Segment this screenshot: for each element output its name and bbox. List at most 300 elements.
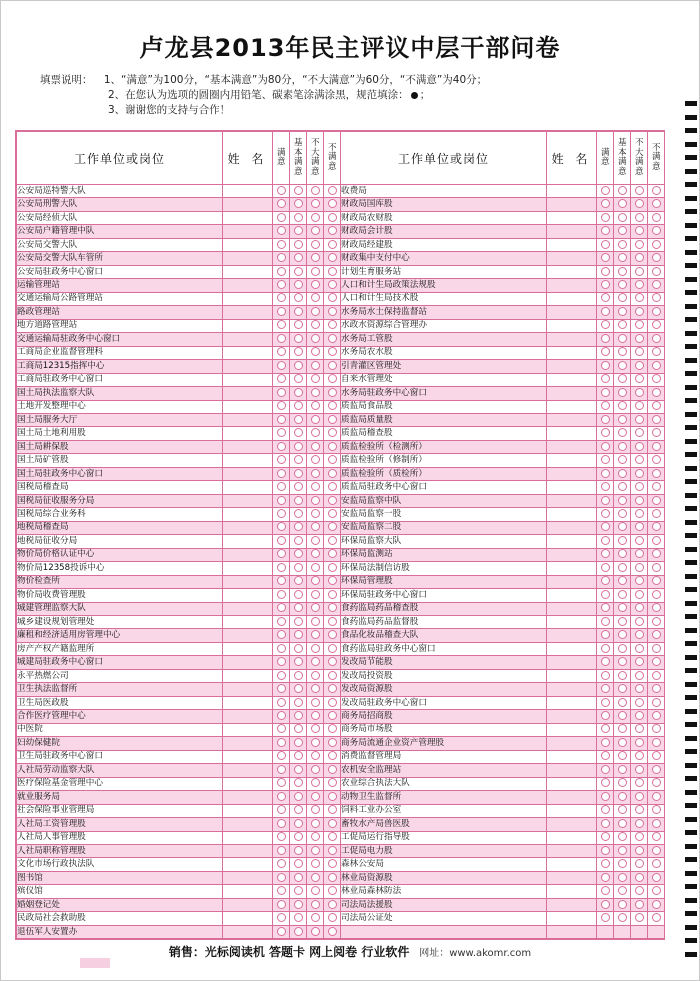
name-field-right[interactable]	[547, 535, 597, 548]
rating-bubble-basically-satisfied[interactable]	[618, 900, 627, 909]
rating-bubble-dissatisfied[interactable]	[328, 873, 337, 882]
rating-bubble-satisfied[interactable]	[277, 320, 286, 329]
name-field-left[interactable]	[223, 494, 273, 507]
rating-bubble-basically-satisfied[interactable]	[618, 563, 627, 572]
rating-bubble-basically-satisfied[interactable]	[294, 886, 303, 895]
rating-bubble-not-very-satisfied[interactable]	[635, 293, 644, 302]
rating-bubble-dissatisfied[interactable]	[652, 832, 661, 841]
name-field-right[interactable]	[547, 252, 597, 265]
rating-bubble-basically-satisfied[interactable]	[294, 563, 303, 572]
rating-bubble-dissatisfied[interactable]	[328, 253, 337, 262]
rating-bubble-satisfied[interactable]	[601, 617, 610, 626]
rating-bubble-dissatisfied[interactable]	[652, 576, 661, 585]
name-field-right[interactable]	[547, 467, 597, 480]
name-field-left[interactable]	[223, 562, 273, 575]
rating-bubble-dissatisfied[interactable]	[652, 603, 661, 612]
rating-bubble-not-very-satisfied[interactable]	[635, 469, 644, 478]
rating-bubble-dissatisfied[interactable]	[652, 724, 661, 733]
rating-bubble-dissatisfied[interactable]	[652, 199, 661, 208]
rating-bubble-basically-satisfied[interactable]	[618, 374, 627, 383]
rating-bubble-dissatisfied[interactable]	[652, 711, 661, 720]
rating-bubble-not-very-satisfied[interactable]	[311, 213, 320, 222]
rating-bubble-not-very-satisfied[interactable]	[311, 873, 320, 882]
rating-bubble-dissatisfied[interactable]	[652, 792, 661, 801]
rating-bubble-dissatisfied[interactable]	[328, 226, 337, 235]
rating-bubble-basically-satisfied[interactable]	[618, 536, 627, 545]
rating-bubble-satisfied[interactable]	[277, 388, 286, 397]
name-field-right[interactable]	[547, 292, 597, 305]
rating-bubble-dissatisfied[interactable]	[652, 186, 661, 195]
name-field-left[interactable]	[223, 642, 273, 655]
rating-bubble-basically-satisfied[interactable]	[294, 199, 303, 208]
rating-bubble-satisfied[interactable]	[277, 496, 286, 505]
rating-bubble-satisfied[interactable]	[601, 603, 610, 612]
rating-bubble-basically-satisfied[interactable]	[294, 698, 303, 707]
name-field-right[interactable]	[547, 373, 597, 386]
rating-bubble-basically-satisfied[interactable]	[294, 765, 303, 774]
rating-bubble-satisfied[interactable]	[601, 428, 610, 437]
name-field-right[interactable]	[547, 185, 597, 198]
rating-bubble-basically-satisfied[interactable]	[618, 913, 627, 922]
rating-bubble-not-very-satisfied[interactable]	[311, 886, 320, 895]
rating-bubble-not-very-satisfied[interactable]	[311, 442, 320, 451]
name-field-left[interactable]	[223, 683, 273, 696]
rating-bubble-not-very-satisfied[interactable]	[635, 657, 644, 666]
rating-bubble-basically-satisfied[interactable]	[618, 644, 627, 653]
rating-bubble-basically-satisfied[interactable]	[294, 846, 303, 855]
rating-bubble-not-very-satisfied[interactable]	[635, 886, 644, 895]
rating-bubble-dissatisfied[interactable]	[328, 293, 337, 302]
rating-bubble-basically-satisfied[interactable]	[294, 361, 303, 370]
rating-bubble-satisfied[interactable]	[277, 226, 286, 235]
rating-bubble-dissatisfied[interactable]	[652, 469, 661, 478]
name-field-right[interactable]	[547, 427, 597, 440]
rating-bubble-satisfied[interactable]	[277, 455, 286, 464]
name-field-right[interactable]	[547, 858, 597, 871]
rating-bubble-dissatisfied[interactable]	[652, 226, 661, 235]
name-field-right[interactable]	[547, 548, 597, 561]
rating-bubble-not-very-satisfied[interactable]	[311, 859, 320, 868]
rating-bubble-satisfied[interactable]	[601, 913, 610, 922]
rating-bubble-basically-satisfied[interactable]	[294, 415, 303, 424]
rating-bubble-not-very-satisfied[interactable]	[635, 792, 644, 801]
rating-bubble-dissatisfied[interactable]	[328, 913, 337, 922]
name-field-left[interactable]	[223, 737, 273, 750]
rating-bubble-satisfied[interactable]	[601, 590, 610, 599]
rating-bubble-basically-satisfied[interactable]	[618, 778, 627, 787]
name-field-right[interactable]	[547, 602, 597, 615]
rating-bubble-basically-satisfied[interactable]	[618, 347, 627, 356]
rating-bubble-dissatisfied[interactable]	[652, 293, 661, 302]
rating-bubble-dissatisfied[interactable]	[652, 617, 661, 626]
name-field-left[interactable]	[223, 548, 273, 561]
rating-bubble-not-very-satisfied[interactable]	[311, 334, 320, 343]
name-field-left[interactable]	[223, 804, 273, 817]
rating-bubble-dissatisfied[interactable]	[328, 307, 337, 316]
name-field-right[interactable]	[547, 265, 597, 278]
rating-bubble-satisfied[interactable]	[601, 320, 610, 329]
rating-bubble-basically-satisfied[interactable]	[294, 307, 303, 316]
rating-bubble-dissatisfied[interactable]	[652, 267, 661, 276]
rating-bubble-satisfied[interactable]	[277, 563, 286, 572]
rating-bubble-basically-satisfied[interactable]	[294, 455, 303, 464]
rating-bubble-dissatisfied[interactable]	[328, 496, 337, 505]
name-field-right[interactable]	[547, 804, 597, 817]
name-field-left[interactable]	[223, 400, 273, 413]
rating-bubble-not-very-satisfied[interactable]	[311, 832, 320, 841]
name-field-left[interactable]	[223, 319, 273, 332]
rating-bubble-satisfied[interactable]	[277, 751, 286, 760]
name-field-right[interactable]	[547, 225, 597, 238]
rating-bubble-not-very-satisfied[interactable]	[635, 401, 644, 410]
name-field-left[interactable]	[223, 818, 273, 831]
rating-bubble-dissatisfied[interactable]	[652, 442, 661, 451]
rating-bubble-basically-satisfied[interactable]	[294, 482, 303, 491]
rating-bubble-dissatisfied[interactable]	[652, 873, 661, 882]
name-field-left[interactable]	[223, 723, 273, 736]
name-field-left[interactable]	[223, 427, 273, 440]
rating-bubble-basically-satisfied[interactable]	[618, 832, 627, 841]
name-field-right[interactable]	[547, 198, 597, 211]
rating-bubble-satisfied[interactable]	[277, 724, 286, 733]
rating-bubble-satisfied[interactable]	[601, 415, 610, 424]
rating-bubble-satisfied[interactable]	[601, 630, 610, 639]
name-field-right[interactable]	[547, 387, 597, 400]
rating-bubble-satisfied[interactable]	[601, 657, 610, 666]
rating-bubble-dissatisfied[interactable]	[328, 859, 337, 868]
rating-bubble-satisfied[interactable]	[277, 738, 286, 747]
rating-bubble-not-very-satisfied[interactable]	[311, 482, 320, 491]
rating-bubble-basically-satisfied[interactable]	[294, 549, 303, 558]
name-field-right[interactable]	[547, 279, 597, 292]
rating-bubble-dissatisfied[interactable]	[328, 671, 337, 680]
name-field-right[interactable]	[547, 898, 597, 911]
name-field-left[interactable]	[223, 696, 273, 709]
rating-bubble-dissatisfied[interactable]	[652, 630, 661, 639]
name-field-right[interactable]	[547, 844, 597, 857]
rating-bubble-basically-satisfied[interactable]	[618, 280, 627, 289]
rating-bubble-satisfied[interactable]	[277, 213, 286, 222]
name-field-right[interactable]	[547, 791, 597, 804]
name-field-right[interactable]	[547, 589, 597, 602]
name-field-left[interactable]	[223, 898, 273, 911]
rating-bubble-basically-satisfied[interactable]	[618, 805, 627, 814]
rating-bubble-not-very-satisfied[interactable]	[635, 698, 644, 707]
rating-bubble-basically-satisfied[interactable]	[294, 778, 303, 787]
rating-bubble-dissatisfied[interactable]	[652, 644, 661, 653]
name-field-left[interactable]	[223, 306, 273, 319]
name-field-right[interactable]	[547, 818, 597, 831]
rating-bubble-basically-satisfied[interactable]	[618, 213, 627, 222]
rating-bubble-not-very-satisfied[interactable]	[311, 724, 320, 733]
rating-bubble-satisfied[interactable]	[601, 347, 610, 356]
rating-bubble-dissatisfied[interactable]	[328, 549, 337, 558]
rating-bubble-dissatisfied[interactable]	[652, 334, 661, 343]
name-field-right[interactable]	[547, 656, 597, 669]
rating-bubble-basically-satisfied[interactable]	[294, 630, 303, 639]
rating-bubble-not-very-satisfied[interactable]	[311, 617, 320, 626]
rating-bubble-not-very-satisfied[interactable]	[311, 792, 320, 801]
rating-bubble-satisfied[interactable]	[277, 469, 286, 478]
rating-bubble-not-very-satisfied[interactable]	[635, 307, 644, 316]
rating-bubble-not-very-satisfied[interactable]	[311, 698, 320, 707]
name-field-left[interactable]	[223, 333, 273, 346]
rating-bubble-basically-satisfied[interactable]	[294, 509, 303, 518]
name-field-left[interactable]	[223, 454, 273, 467]
rating-bubble-satisfied[interactable]	[277, 617, 286, 626]
rating-bubble-dissatisfied[interactable]	[328, 267, 337, 276]
rating-bubble-dissatisfied[interactable]	[652, 428, 661, 437]
rating-bubble-satisfied[interactable]	[277, 415, 286, 424]
rating-bubble-dissatisfied[interactable]	[652, 361, 661, 370]
name-field-right[interactable]	[547, 400, 597, 413]
rating-bubble-dissatisfied[interactable]	[652, 819, 661, 828]
rating-bubble-not-very-satisfied[interactable]	[635, 267, 644, 276]
rating-bubble-not-very-satisfied[interactable]	[311, 711, 320, 720]
rating-bubble-not-very-satisfied[interactable]	[311, 320, 320, 329]
rating-bubble-dissatisfied[interactable]	[652, 590, 661, 599]
name-field-right[interactable]	[547, 831, 597, 844]
rating-bubble-not-very-satisfied[interactable]	[635, 253, 644, 262]
rating-bubble-not-very-satisfied[interactable]	[635, 859, 644, 868]
rating-bubble-not-very-satisfied[interactable]	[635, 522, 644, 531]
rating-bubble-basically-satisfied[interactable]	[294, 644, 303, 653]
rating-bubble-basically-satisfied[interactable]	[618, 657, 627, 666]
rating-bubble-basically-satisfied[interactable]	[618, 886, 627, 895]
name-field-left[interactable]	[223, 602, 273, 615]
rating-bubble-not-very-satisfied[interactable]	[311, 765, 320, 774]
rating-bubble-satisfied[interactable]	[277, 846, 286, 855]
rating-bubble-satisfied[interactable]	[601, 900, 610, 909]
rating-bubble-dissatisfied[interactable]	[328, 576, 337, 585]
name-field-left[interactable]	[223, 413, 273, 426]
rating-bubble-not-very-satisfied[interactable]	[635, 496, 644, 505]
rating-bubble-basically-satisfied[interactable]	[294, 927, 303, 936]
name-field-left[interactable]	[223, 279, 273, 292]
rating-bubble-basically-satisfied[interactable]	[618, 509, 627, 518]
rating-bubble-not-very-satisfied[interactable]	[311, 576, 320, 585]
rating-bubble-dissatisfied[interactable]	[652, 388, 661, 397]
rating-bubble-not-very-satisfied[interactable]	[635, 819, 644, 828]
rating-bubble-dissatisfied[interactable]	[652, 320, 661, 329]
rating-bubble-not-very-satisfied[interactable]	[635, 590, 644, 599]
rating-bubble-not-very-satisfied[interactable]	[311, 549, 320, 558]
rating-bubble-not-very-satisfied[interactable]	[635, 442, 644, 451]
name-field-left[interactable]	[223, 791, 273, 804]
rating-bubble-satisfied[interactable]	[277, 698, 286, 707]
name-field-left[interactable]	[223, 467, 273, 480]
name-field-left[interactable]	[223, 346, 273, 359]
rating-bubble-dissatisfied[interactable]	[652, 253, 661, 262]
rating-bubble-basically-satisfied[interactable]	[294, 684, 303, 693]
rating-bubble-basically-satisfied[interactable]	[618, 603, 627, 612]
rating-bubble-dissatisfied[interactable]	[328, 388, 337, 397]
rating-bubble-basically-satisfied[interactable]	[294, 226, 303, 235]
rating-bubble-dissatisfied[interactable]	[328, 684, 337, 693]
rating-bubble-basically-satisfied[interactable]	[294, 900, 303, 909]
name-field-left[interactable]	[223, 575, 273, 588]
rating-bubble-satisfied[interactable]	[601, 576, 610, 585]
rating-bubble-not-very-satisfied[interactable]	[635, 186, 644, 195]
rating-bubble-dissatisfied[interactable]	[328, 846, 337, 855]
rating-bubble-not-very-satisfied[interactable]	[635, 644, 644, 653]
rating-bubble-satisfied[interactable]	[601, 724, 610, 733]
rating-bubble-dissatisfied[interactable]	[328, 792, 337, 801]
rating-bubble-basically-satisfied[interactable]	[618, 253, 627, 262]
rating-bubble-satisfied[interactable]	[601, 684, 610, 693]
name-field-left[interactable]	[223, 508, 273, 521]
rating-bubble-basically-satisfied[interactable]	[294, 280, 303, 289]
rating-bubble-dissatisfied[interactable]	[652, 657, 661, 666]
rating-bubble-basically-satisfied[interactable]	[294, 657, 303, 666]
rating-bubble-dissatisfied[interactable]	[652, 671, 661, 680]
rating-bubble-not-very-satisfied[interactable]	[635, 671, 644, 680]
rating-bubble-not-very-satisfied[interactable]	[311, 536, 320, 545]
rating-bubble-dissatisfied[interactable]	[652, 415, 661, 424]
rating-bubble-basically-satisfied[interactable]	[294, 401, 303, 410]
rating-bubble-not-very-satisfied[interactable]	[635, 711, 644, 720]
rating-bubble-satisfied[interactable]	[601, 388, 610, 397]
rating-bubble-basically-satisfied[interactable]	[294, 469, 303, 478]
rating-bubble-satisfied[interactable]	[601, 886, 610, 895]
rating-bubble-dissatisfied[interactable]	[652, 859, 661, 868]
rating-bubble-dissatisfied[interactable]	[328, 455, 337, 464]
rating-bubble-not-very-satisfied[interactable]	[311, 280, 320, 289]
rating-bubble-not-very-satisfied[interactable]	[311, 630, 320, 639]
name-field-left[interactable]	[223, 885, 273, 898]
rating-bubble-not-very-satisfied[interactable]	[311, 374, 320, 383]
name-field-right[interactable]	[547, 306, 597, 319]
rating-bubble-dissatisfied[interactable]	[328, 657, 337, 666]
rating-bubble-basically-satisfied[interactable]	[618, 819, 627, 828]
name-field-right[interactable]	[547, 885, 597, 898]
rating-bubble-satisfied[interactable]	[601, 711, 610, 720]
rating-bubble-dissatisfied[interactable]	[652, 455, 661, 464]
rating-bubble-not-very-satisfied[interactable]	[635, 805, 644, 814]
rating-bubble-satisfied[interactable]	[277, 428, 286, 437]
rating-bubble-dissatisfied[interactable]	[328, 590, 337, 599]
rating-bubble-not-very-satisfied[interactable]	[635, 374, 644, 383]
name-field-left[interactable]	[223, 616, 273, 629]
rating-bubble-not-very-satisfied[interactable]	[311, 900, 320, 909]
rating-bubble-dissatisfied[interactable]	[652, 900, 661, 909]
rating-bubble-basically-satisfied[interactable]	[294, 576, 303, 585]
rating-bubble-not-very-satisfied[interactable]	[311, 428, 320, 437]
rating-bubble-dissatisfied[interactable]	[328, 563, 337, 572]
rating-bubble-not-very-satisfied[interactable]	[635, 832, 644, 841]
name-field-left[interactable]	[223, 669, 273, 682]
rating-bubble-not-very-satisfied[interactable]	[311, 307, 320, 316]
rating-bubble-dissatisfied[interactable]	[652, 563, 661, 572]
name-field-left[interactable]	[223, 481, 273, 494]
rating-bubble-satisfied[interactable]	[277, 711, 286, 720]
rating-bubble-basically-satisfied[interactable]	[618, 307, 627, 316]
rating-bubble-not-very-satisfied[interactable]	[635, 428, 644, 437]
name-field-right[interactable]	[547, 871, 597, 884]
rating-bubble-basically-satisfied[interactable]	[618, 199, 627, 208]
rating-bubble-satisfied[interactable]	[277, 805, 286, 814]
rating-bubble-dissatisfied[interactable]	[328, 603, 337, 612]
rating-bubble-not-very-satisfied[interactable]	[311, 927, 320, 936]
rating-bubble-basically-satisfied[interactable]	[618, 320, 627, 329]
rating-bubble-basically-satisfied[interactable]	[294, 388, 303, 397]
rating-bubble-dissatisfied[interactable]	[652, 374, 661, 383]
rating-bubble-dissatisfied[interactable]	[328, 724, 337, 733]
rating-bubble-satisfied[interactable]	[601, 482, 610, 491]
rating-bubble-dissatisfied[interactable]	[328, 334, 337, 343]
rating-bubble-dissatisfied[interactable]	[652, 522, 661, 531]
name-field-left[interactable]	[223, 912, 273, 925]
rating-bubble-dissatisfied[interactable]	[328, 819, 337, 828]
rating-bubble-basically-satisfied[interactable]	[294, 792, 303, 801]
rating-bubble-not-very-satisfied[interactable]	[311, 199, 320, 208]
rating-bubble-basically-satisfied[interactable]	[294, 671, 303, 680]
rating-bubble-basically-satisfied[interactable]	[618, 186, 627, 195]
rating-bubble-basically-satisfied[interactable]	[294, 293, 303, 302]
name-field-left[interactable]	[223, 629, 273, 642]
rating-bubble-not-very-satisfied[interactable]	[635, 226, 644, 235]
name-field-right[interactable]	[547, 764, 597, 777]
name-field-right[interactable]	[547, 360, 597, 373]
rating-bubble-not-very-satisfied[interactable]	[311, 253, 320, 262]
rating-bubble-not-very-satisfied[interactable]	[635, 213, 644, 222]
rating-bubble-dissatisfied[interactable]	[328, 617, 337, 626]
rating-bubble-dissatisfied[interactable]	[652, 482, 661, 491]
rating-bubble-dissatisfied[interactable]	[328, 832, 337, 841]
rating-bubble-satisfied[interactable]	[277, 859, 286, 868]
rating-bubble-satisfied[interactable]	[601, 549, 610, 558]
rating-bubble-satisfied[interactable]	[277, 442, 286, 451]
rating-bubble-basically-satisfied[interactable]	[294, 603, 303, 612]
rating-bubble-not-very-satisfied[interactable]	[311, 563, 320, 572]
rating-bubble-not-very-satisfied[interactable]	[635, 684, 644, 693]
name-field-left[interactable]	[223, 360, 273, 373]
rating-bubble-dissatisfied[interactable]	[328, 374, 337, 383]
rating-bubble-not-very-satisfied[interactable]	[311, 778, 320, 787]
rating-bubble-dissatisfied[interactable]	[328, 415, 337, 424]
rating-bubble-not-very-satisfied[interactable]	[311, 496, 320, 505]
rating-bubble-satisfied[interactable]	[277, 240, 286, 249]
rating-bubble-dissatisfied[interactable]	[652, 751, 661, 760]
name-field-left[interactable]	[223, 521, 273, 534]
rating-bubble-dissatisfied[interactable]	[652, 536, 661, 545]
rating-bubble-satisfied[interactable]	[601, 832, 610, 841]
rating-bubble-satisfied[interactable]	[277, 361, 286, 370]
rating-bubble-not-very-satisfied[interactable]	[311, 846, 320, 855]
rating-bubble-not-very-satisfied[interactable]	[311, 590, 320, 599]
rating-bubble-satisfied[interactable]	[601, 536, 610, 545]
rating-bubble-satisfied[interactable]	[601, 859, 610, 868]
rating-bubble-basically-satisfied[interactable]	[618, 388, 627, 397]
name-field-left[interactable]	[223, 589, 273, 602]
rating-bubble-dissatisfied[interactable]	[328, 698, 337, 707]
rating-bubble-satisfied[interactable]	[601, 644, 610, 653]
rating-bubble-not-very-satisfied[interactable]	[311, 657, 320, 666]
rating-bubble-not-very-satisfied[interactable]	[635, 361, 644, 370]
name-field-left[interactable]	[223, 764, 273, 777]
rating-bubble-dissatisfied[interactable]	[328, 482, 337, 491]
rating-bubble-dissatisfied[interactable]	[328, 886, 337, 895]
rating-bubble-satisfied[interactable]	[601, 293, 610, 302]
name-field-right[interactable]	[547, 616, 597, 629]
rating-bubble-not-very-satisfied[interactable]	[635, 765, 644, 774]
rating-bubble-satisfied[interactable]	[277, 536, 286, 545]
rating-bubble-not-very-satisfied[interactable]	[311, 361, 320, 370]
rating-bubble-basically-satisfied[interactable]	[618, 738, 627, 747]
rating-bubble-satisfied[interactable]	[601, 307, 610, 316]
rating-bubble-basically-satisfied[interactable]	[618, 226, 627, 235]
rating-bubble-not-very-satisfied[interactable]	[311, 401, 320, 410]
